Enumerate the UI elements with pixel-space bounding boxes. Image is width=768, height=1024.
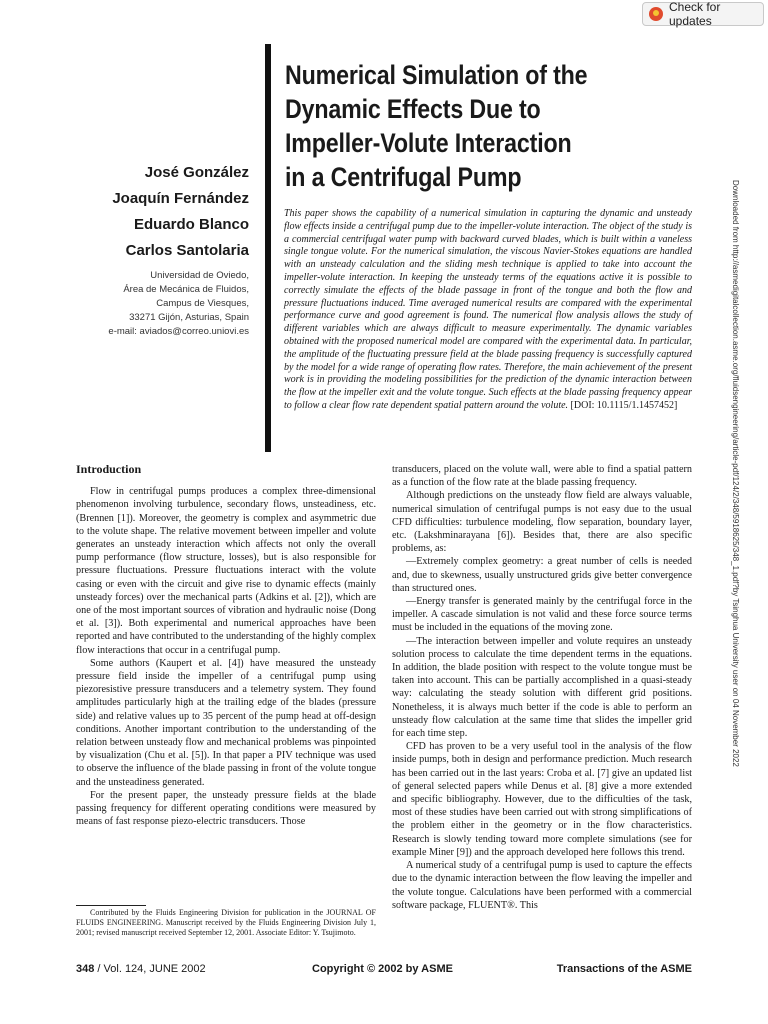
download-watermark <box>728 180 744 1010</box>
section-heading: Introduction <box>76 462 142 476</box>
paragraph: Flow in centrifugal pumps produces a complex three-dimensional phenomenon involving turbulence, secondary flows, unsteadiness, etc. (Brennen [1]). Moreover, the geometry is complex and asymmetric due to the volute shape. The relative movement between impeller and volute generates an unsteady interaction which affects not only the overall pump performance (flow structure, losses), but is also responsible for pressure fluctuations. Pressure fluctuations interact with the volute casing or even with the circuit and give rise to dynamic effects (mainly unsteady forces) over the mechanical parts (Adkins et al. [2]), which are one of the most important sources of vibration and hydraulic noise (Dong et al. [3]). Both experimental and numerical approaches have been reported and have contributed to the understanding of the highly complex flow interactions that occur in a centrifugal pump. <box>76 486 376 656</box>
author-name: Eduardo Blanco <box>133 216 249 233</box>
paragraph: Some authors (Kaupert et al. [4]) have measured the unsteady pressure field inside the impeller of a centrifugal pump using piezoresistive pressure transducers and a telemetry system. They found amplitudes particularly high at the trailing edge of the blades (pressure side) and relative values up to 35 percent of the pump head at off-design conditions. Another important contribution to the understanding of the relation between unsteady flow and mechanical problems was pinpointed by visualization (Chu et al. [5]). In that paper a PIV technique was used to observe the influence of the blade passing in front of the volute tongue and the unsteadiness generated. <box>76 657 376 788</box>
doi: [DOI: 10.1115/1.1457452] <box>570 399 678 411</box>
right-column <box>392 463 692 912</box>
copyright: Copyright © 2002 by ASME <box>312 963 453 975</box>
footnote: Contributed by the Fluids Engineering Division for publication in the JOURNAL OF FLUIDS ENGINEERING. Manuscript received by the Fluids Engineering Division July 1, 2001; revised manuscript received September 12, 2001. Associate Editor: Y. Tsujimoto. <box>76 908 376 937</box>
footnote-rule <box>76 905 146 906</box>
page-footer <box>76 963 692 979</box>
author-list <box>112 160 249 264</box>
download-watermark-text: Downloaded from http://asmedigitalcollection.asme.org/fluidsengineering/article-pdf/124/2/348/5918625/348_1.pdf?by Tsinghua University user on 04 November 2022 <box>731 180 740 767</box>
page-number: 348 <box>76 963 95 975</box>
paragraph: Although predictions on the unsteady flow field are always valuable, numerical simulation of centrifugal pumps is not easy due to the usual CFD difficulties: turbulence modeling, flow separation, boundary layer, etc. (Lakshminarayana [6]). Besides that, there are also specific problems, as: <box>392 490 692 555</box>
check-for-updates-label: Check for updates <box>669 0 721 28</box>
title-line: Impeller-Volute Interaction <box>285 128 572 158</box>
title-line: in a Centrifugal Pump <box>285 162 522 192</box>
abstract-text: This paper shows the capability of a numerical simulation in capturing the dynamic and unsteady flow effects inside a centrifugal pump due to the impeller-volute interaction. The object of the study is a commercial centrifugal water pump with backward curved blades, which is built within a vaneless single tongue volute. For the numerical simulation, the viscous Navier-Stokes equations are handled with an unsteady calculation and the sliding mesh technique is applied to take into account the impeller-volute interaction. In keeping the unsteady terms of the equations active it is possible to correctly simulate the effects of the blade passage in front of the tongue and both the flow and pressure fluctuations induced. Time averaged numerical results are compared with the experimental performance curve and good agreement is found. The numerical flow analysis allows the study of different variables which are always difficult to measure experimentally. The dynamic variables obtained with the proposed numerical model are compared with the experimental data. In particular, the amplitude of the fluctuating pressure field at the blade passing frequency is successfully captured by the model for a wide range of operating flow rates. Therefore, the main achievement of the present work is in providing the modeling possibilities for the prediction of the dynamic interaction between the flow at the impeller exit and the volute tongue. Such effects at the blade passing frequency appear to follow a clear flow rate dependent spatial pattern around the volute. <box>284 208 692 411</box>
footer-page-info <box>76 963 206 975</box>
title-line: Dynamic Effects Due to <box>285 94 541 124</box>
paper-title <box>285 58 595 194</box>
author-name: Carlos Santolaria <box>125 242 249 259</box>
paragraph: For the present paper, the unsteady pressure fields at the blade passing frequency for different operating conditions were measured by means of fast response piezo-electric transducers. Those <box>76 789 376 828</box>
paragraph: —The interaction between impeller and volute requires an unsteady solution process to calculate the time dependent terms in the equations. In addition, the blade position with respect to the volute tongue must be taken into account. This can be partially accomplished in a quasi-steady way: calculating the steady solution with different grid positions. Nonetheless, it is always much better if the code is able to perform an unsteady flow calculation at the same time that slides the impeller grid for each time step. <box>392 635 692 740</box>
abstract <box>284 208 692 413</box>
affiliation-line: Campus de Viesques, <box>156 298 249 309</box>
affiliation <box>108 269 249 339</box>
check-for-updates-button[interactable] <box>642 2 764 26</box>
author-name: Joaquín Fernández <box>112 190 249 207</box>
author-name: José González <box>144 164 249 181</box>
crossmark-icon <box>649 7 663 21</box>
title-line: Numerical Simulation of the <box>285 60 588 90</box>
paragraph: transducers, placed on the volute wall, were able to find a spatial pattern as a function of the flow rate at the blade passing frequency. <box>392 464 692 489</box>
paragraph: CFD has proven to be a very useful tool in the analysis of the flow inside pumps, both in design and performance prediction. Much research has been carried out in the last years: Croba et al. [7] give an updated list of general selected papers while Denus et al. [8] give a more extended and specific bibliography. However, due to the difficulties of the task, most of these studies have been carried out with strong simplifications of the problem either in the geometry or in the flow characteristics. Research is slowly tending toward more complete simulations (see for example Miner [9]) and the approach developed here follows this trend. <box>392 741 692 858</box>
title-vertical-rule <box>265 44 271 452</box>
affiliation-line: Universidad de Oviedo, <box>150 270 249 281</box>
volume-info: / Vol. 124, JUNE 2002 <box>97 963 206 975</box>
affiliation-line: Área de Mecánica de Fluidos, <box>123 284 249 295</box>
affiliation-email: e-mail: aviados@correo.uniovi.es <box>108 326 249 337</box>
left-column <box>76 463 376 828</box>
affiliation-line: 33271 Gijón, Asturias, Spain <box>129 312 249 323</box>
paragraph: —Extremely complex geometry: a great number of cells is needed and, due to skewness, usually unstructured grids give better convergence than structured ones. <box>392 556 692 594</box>
paragraph: A numerical study of a centrifugal pump is used to capture the effects due to the dynamic interaction between the flow leaving the impeller and the volute tongue. Calculations have been performed with a commercial software package, FLUENT®. This <box>392 860 692 911</box>
journal-name: Transactions of the ASME <box>556 963 692 975</box>
paragraph: —Energy transfer is generated mainly by the centrifugal force in the impeller. A cascade simulation is not valid and these force source terms must be included in the equations of the moving zone. <box>392 596 692 634</box>
